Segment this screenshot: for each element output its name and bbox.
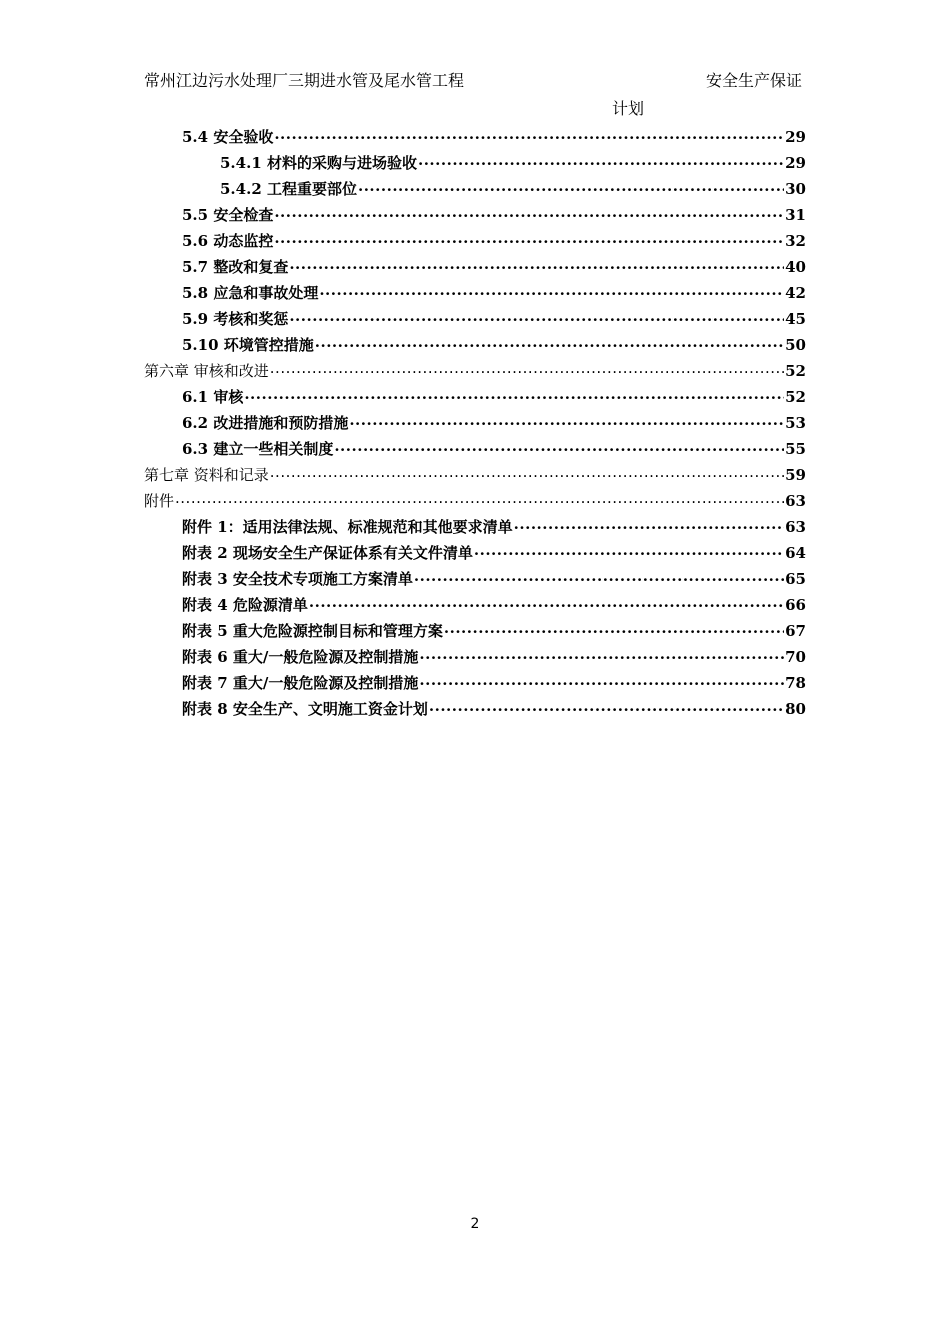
toc-entry-label: 5.4 安全验收 <box>182 128 274 146</box>
toc-leader-dots <box>175 485 784 511</box>
toc-entry-page: 50 <box>785 336 806 354</box>
toc-leader-dots <box>274 121 784 147</box>
header-doc-title-cont: 计划 <box>612 99 645 118</box>
toc-leader-dots <box>274 225 784 251</box>
header-project-title: 常州江边污水处理厂三期进水管及尾水管工程 <box>144 71 465 90</box>
toc-entry[interactable] <box>144 696 806 722</box>
toc-leader-dots <box>334 433 784 459</box>
toc-leader-dots <box>289 251 784 277</box>
toc-entry-page: 67 <box>785 622 806 640</box>
toc-entry-page: 63 <box>785 518 806 536</box>
toc-entry-label: 附件 <box>144 492 175 510</box>
toc-leader-dots <box>414 563 784 589</box>
toc-entry-page: 45 <box>785 310 806 328</box>
toc-entry-label: 5.5 安全检查 <box>182 206 274 224</box>
table-of-contents <box>144 124 806 722</box>
toc-leader-dots <box>429 693 784 719</box>
toc-leader-dots <box>419 667 784 693</box>
toc-entry-page: 52 <box>785 362 806 380</box>
toc-entry-label: 附表 7 重大/一般危险源及控制措施 <box>182 674 419 692</box>
toc-entry-label: 附表 8 安全生产、文明施工资金计划 <box>182 700 428 718</box>
toc-entry-page: 59 <box>785 466 806 484</box>
toc-leader-dots <box>270 355 784 381</box>
toc-entry-page: 63 <box>785 492 806 510</box>
toc-entry-label: 附件 1：适用法律法规、标准规范和其他要求清单 <box>182 518 513 536</box>
toc-entry-label: 附表 2 现场安全生产保证体系有关文件清单 <box>182 544 473 562</box>
toc-entry-page: 64 <box>785 544 806 562</box>
toc-entry-page: 53 <box>785 414 806 432</box>
toc-entry-label: 5.6 动态监控 <box>182 232 274 250</box>
toc-entry-page: 29 <box>785 154 806 172</box>
toc-entry-label: 5.4.1 材料的采购与进场验收 <box>220 154 417 172</box>
toc-entry-label: 附表 3 安全技术专项施工方案清单 <box>182 570 413 588</box>
toc-leader-dots <box>315 329 784 355</box>
header-doc-title: 安全生产保证 <box>706 71 803 90</box>
toc-leader-dots <box>309 589 784 615</box>
toc-entry-page: 78 <box>785 674 806 692</box>
toc-leader-dots <box>444 615 784 641</box>
toc-entry-page: 65 <box>785 570 806 588</box>
toc-entry-label: 6.2 改进措施和预防措施 <box>182 414 349 432</box>
toc-leader-dots <box>270 459 784 485</box>
toc-entry-page: 80 <box>785 700 806 718</box>
toc-entry-label: 附表 6 重大/一般危险源及控制措施 <box>182 648 419 666</box>
toc-leader-dots <box>349 407 784 433</box>
toc-leader-dots <box>274 199 784 225</box>
page-number: 2 <box>470 1216 480 1232</box>
toc-entry-page: 40 <box>785 258 806 276</box>
toc-entry-page: 32 <box>785 232 806 250</box>
toc-entry-label: 6.3 建立一些相关制度 <box>182 440 334 458</box>
toc-leader-dots <box>358 173 784 199</box>
toc-entry-page: 29 <box>785 128 806 146</box>
toc-leader-dots <box>319 277 784 303</box>
toc-leader-dots <box>244 381 784 407</box>
toc-leader-dots <box>474 537 784 563</box>
toc-entry-label: 附表 5 重大危险源控制目标和管理方案 <box>182 622 443 640</box>
toc-entry-page: 31 <box>785 206 806 224</box>
toc-entry-label: 6.1 审核 <box>182 388 244 406</box>
toc-entry-label: 第七章 资料和记录 <box>144 466 269 484</box>
toc-entry-label: 5.9 考核和奖惩 <box>182 310 289 328</box>
toc-entry-label: 第六章 审核和改进 <box>144 362 269 380</box>
toc-entry-label: 5.10 环境管控措施 <box>182 336 314 354</box>
toc-entry-page: 52 <box>785 388 806 406</box>
toc-entry-label: 5.4.2 工程重要部位 <box>220 180 357 198</box>
toc-entry-label: 5.7 整改和复查 <box>182 258 289 276</box>
toc-entry-page: 70 <box>785 648 806 666</box>
toc-leader-dots <box>289 303 784 329</box>
toc-leader-dots <box>419 641 784 667</box>
toc-leader-dots <box>514 511 784 537</box>
toc-entry-label: 附表 4 危险源清单 <box>182 596 308 614</box>
toc-entry-page: 66 <box>785 596 806 614</box>
toc-entry-page: 42 <box>785 284 806 302</box>
toc-entry-page: 30 <box>785 180 806 198</box>
toc-entry-label: 5.8 应急和事故处理 <box>182 284 319 302</box>
toc-leader-dots <box>418 147 784 173</box>
toc-entry-page: 55 <box>785 440 806 458</box>
